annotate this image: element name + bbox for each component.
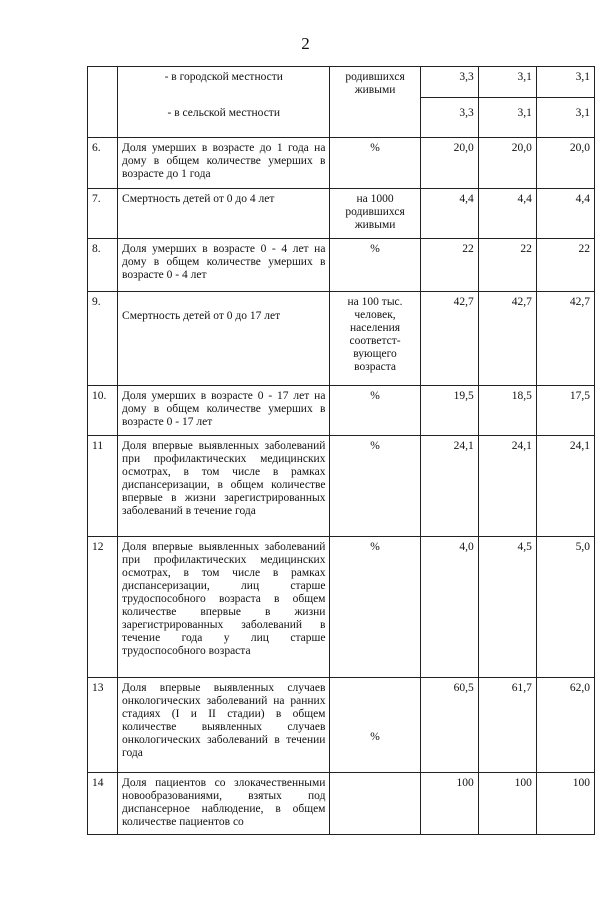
row-value-3: 20,0 [536,138,594,189]
table-row [88,67,595,98]
row-name: Доля умерших в возрасте 0 - 4 лет на дому в общем количестве умерших в возрасте 0 - 4 лет [118,239,330,292]
row-value-1: 100 [420,773,478,835]
row-name: Смертность детей от 0 до 4 лет [118,189,330,239]
row-unit: на 1000 родившихся живыми [330,189,420,239]
row-name: Доля умерших в возрасте до 1 года на дому в общем количестве умерших в возрасте до 1 года [118,138,330,189]
row-value-1: 4,0 [420,537,478,678]
table-row [88,537,595,678]
row-value-3: 100 [536,773,594,835]
row-name: Доля впервые выявленных заболеваний при профилактических медицинских осмотрах, в том числе в рамках диспансеризации, в общем количестве впервые в жизни зарегистрированных заболеваний в течение года [118,436,330,537]
row-value-2: 3,1 [478,98,536,138]
row-value-2: 4,4 [478,189,536,239]
row-name: Доля пациентов со злокачественными новообразованиями, взятых под диспансерное наблюдение, в общем количестве пациентов со [118,773,330,835]
row-unit: % [330,386,420,436]
row-value-3: 5,0 [536,537,594,678]
row-unit: % [330,537,420,678]
row-value-3: 4,4 [536,189,594,239]
row-number: 7. [88,189,118,239]
row-unit: родившихся живыми [330,67,420,138]
table-row [88,678,595,773]
row-number: 9. [88,292,118,386]
row-name: Доля впервые выявленных случаев онкологических заболеваний на ранних стадиях (I и II стадии) в общем количестве выявленных случаев онкологических заболеваний в течении года [118,678,330,773]
indicators-table [87,66,595,835]
table-row [88,386,595,436]
row-number-cell [88,67,118,138]
row-value-3: 24,1 [536,436,594,537]
table-row [88,292,595,386]
row-unit: % [330,138,420,189]
row-name: - в городской местности [118,67,330,98]
row-value-2: 100 [478,773,536,835]
row-value-1: 3,3 [420,98,478,138]
row-number: 12 [88,537,118,678]
row-value-2: 42,7 [478,292,536,386]
row-value-2: 4,5 [478,537,536,678]
row-name: Смертность детей от 0 до 17 лет [118,292,330,386]
row-number: 11 [88,436,118,537]
row-value-3: 62,0 [536,678,594,773]
row-number: 10. [88,386,118,436]
row-value-3: 3,1 [536,98,594,138]
row-number: 14 [88,773,118,835]
row-value-2: 20,0 [478,138,536,189]
table-row [88,436,595,537]
table-row [88,773,595,835]
row-unit [330,773,420,835]
row-value-2: 61,7 [478,678,536,773]
row-value-2: 3,1 [478,67,536,98]
row-value-1: 60,5 [420,678,478,773]
row-value-2: 24,1 [478,436,536,537]
row-value-1: 4,4 [420,189,478,239]
table-row [88,189,595,239]
row-unit: % [330,436,420,537]
row-number: 8. [88,239,118,292]
row-value-1: 3,3 [420,67,478,98]
row-value-2: 18,5 [478,386,536,436]
row-value-3: 22 [536,239,594,292]
row-value-1: 20,0 [420,138,478,189]
page-number: 2 [301,34,310,53]
row-unit: % [330,678,420,773]
row-number: 6. [88,138,118,189]
table-row [88,239,595,292]
row-value-3: 42,7 [536,292,594,386]
row-value-1: 24,1 [420,436,478,537]
row-value-1: 19,5 [420,386,478,436]
row-name: Доля впервые выявленных заболеваний при профилактических медицинских осмотрах, в том числе в рамках диспансеризации, лиц старше трудоспособного возраста в общем количестве впервые в жизни зарегистрированных заболеваний в течение года у лиц старше трудоспособного возраста [118,537,330,678]
row-value-3: 3,1 [536,67,594,98]
row-name: - в сельской местности [118,98,330,138]
row-name: Доля умерших в возрасте 0 - 17 лет на дому в общем количестве умерших в возрасте 0 - 17 лет [118,386,330,436]
row-value-2: 22 [478,239,536,292]
row-number: 13 [88,678,118,773]
table-row [88,138,595,189]
row-unit: на 100 тыс. человек, населения соответст-вующего возраста [330,292,420,386]
row-value-1: 22 [420,239,478,292]
row-value-1: 42,7 [420,292,478,386]
row-value-3: 17,5 [536,386,594,436]
row-unit: % [330,239,420,292]
